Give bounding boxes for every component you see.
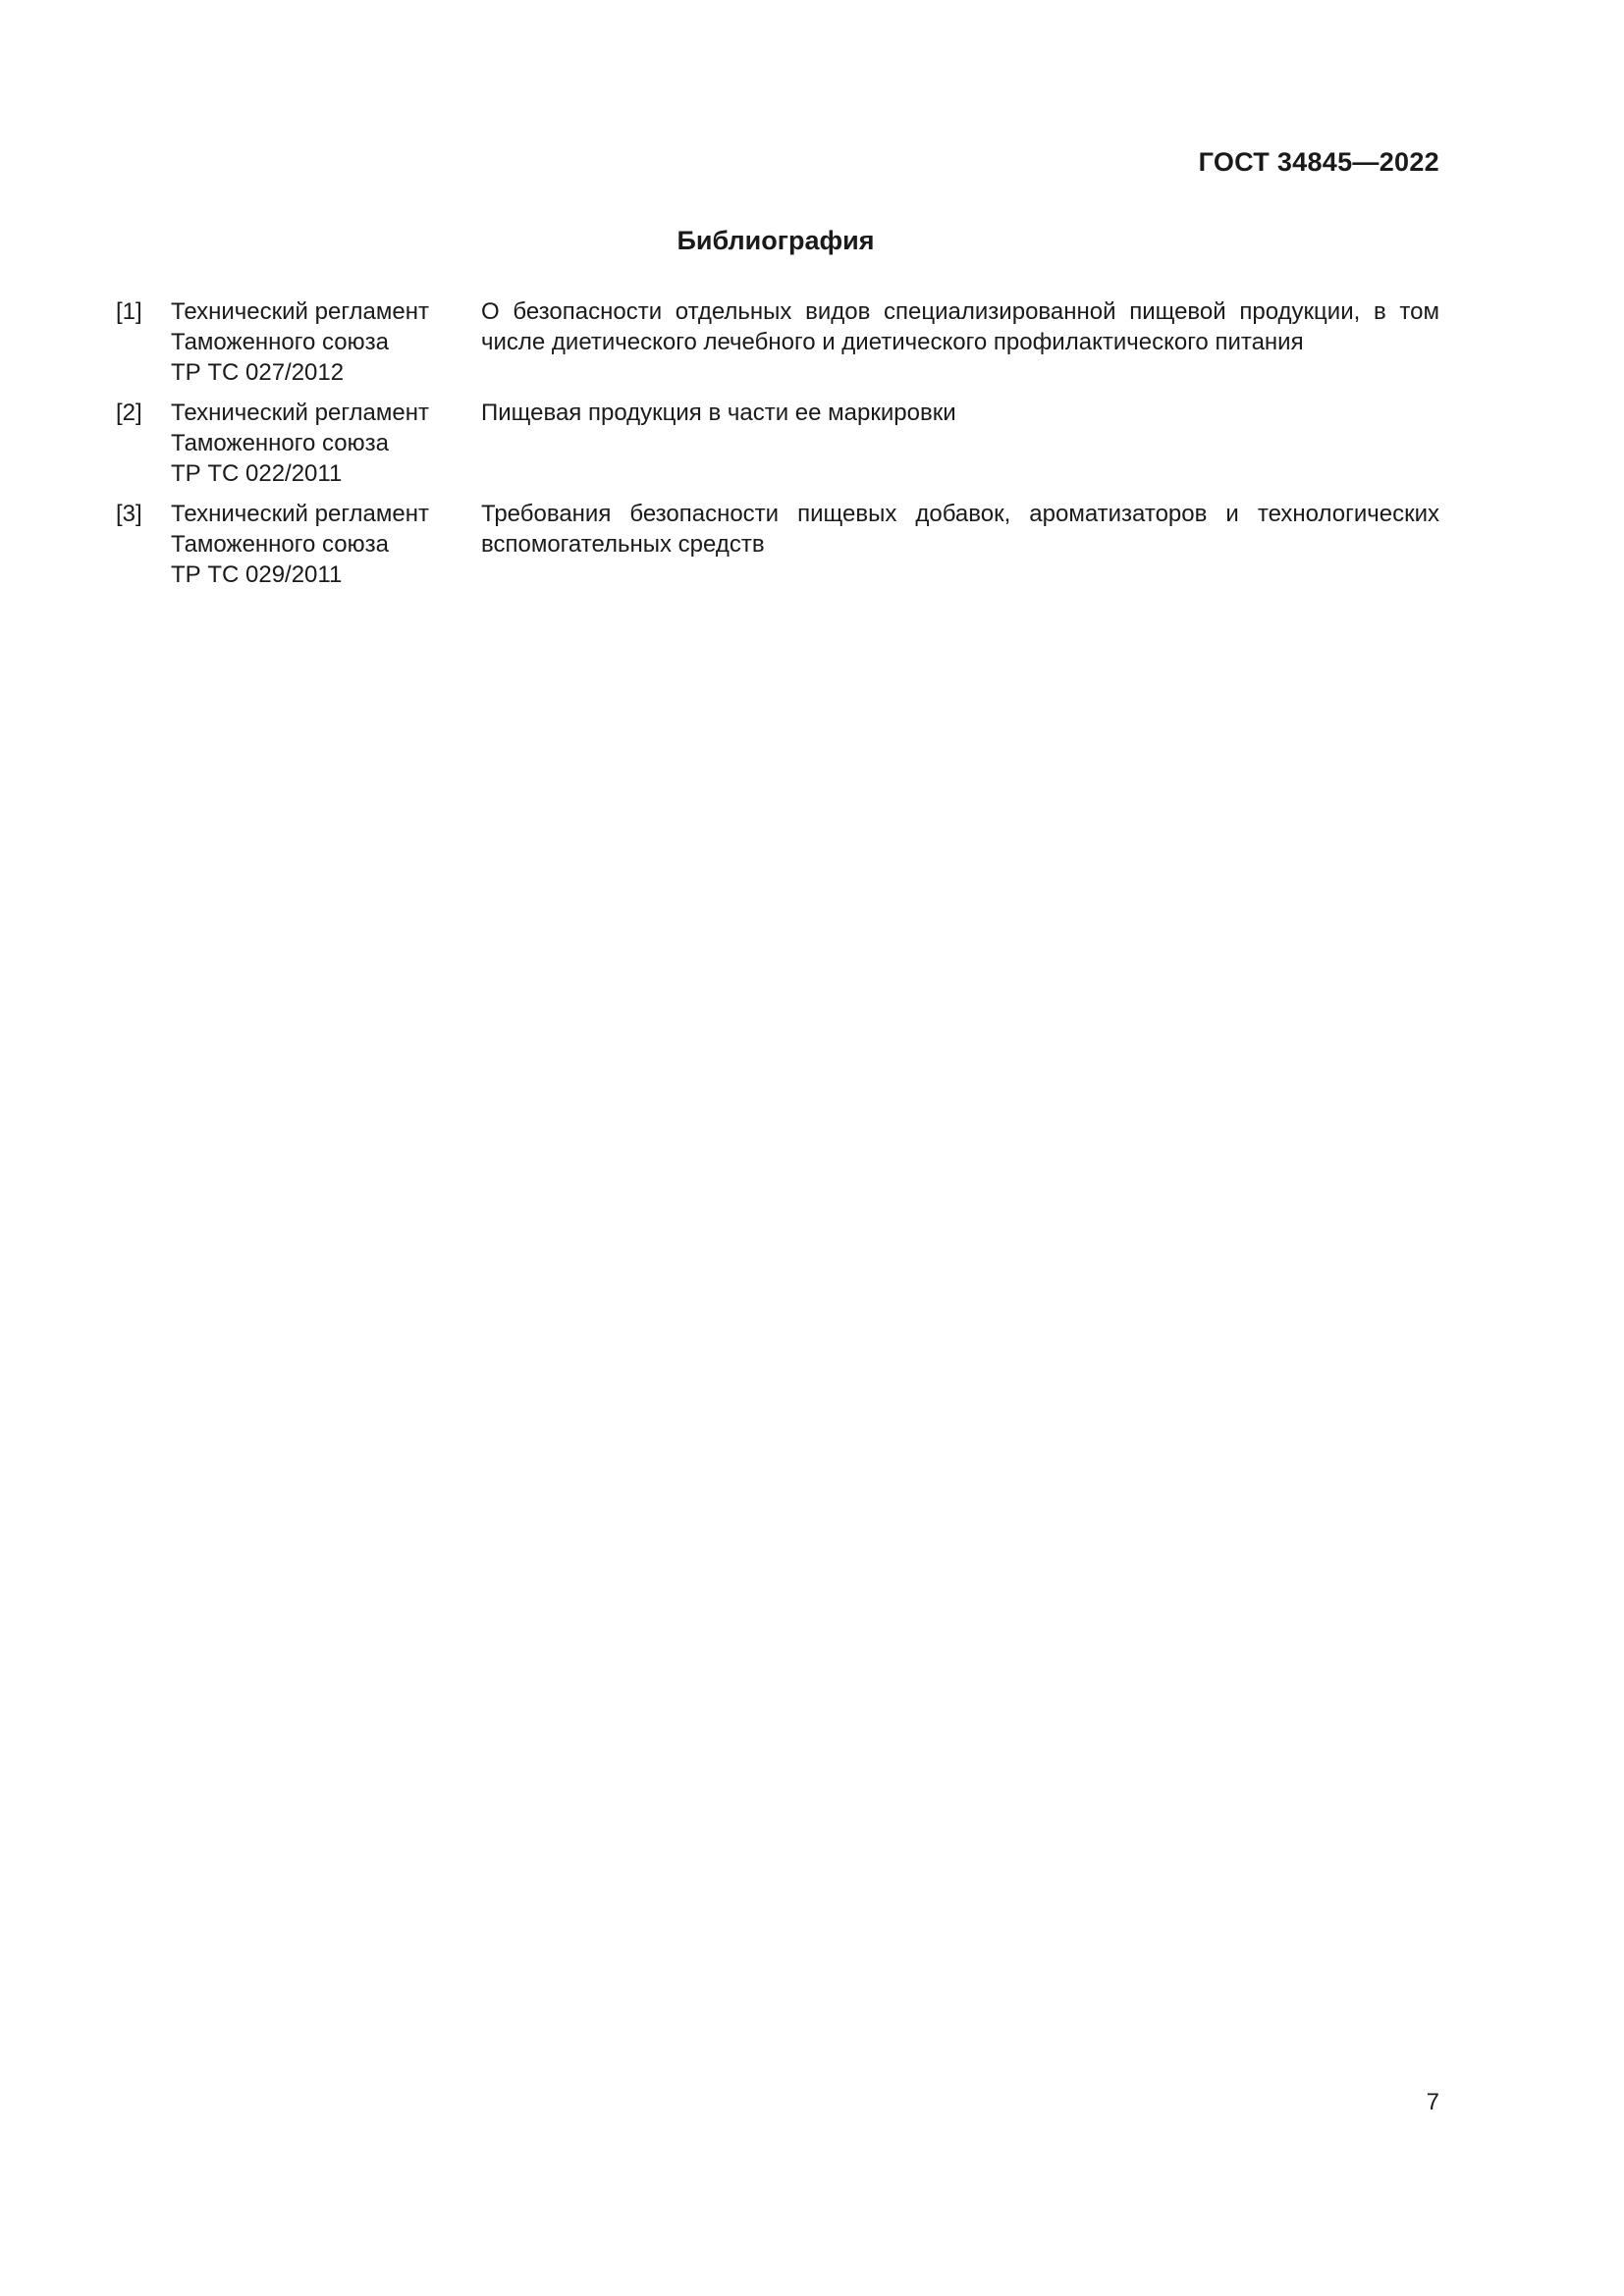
source-line: Таможенного союза	[171, 430, 389, 456]
source-line: Технический регламент	[171, 501, 429, 527]
source-line: Технический регламент	[171, 400, 429, 426]
bibliography-entry-number: [3]	[116, 501, 142, 527]
section-title: Библиография	[677, 226, 875, 255]
bibliography-entry-source	[171, 398, 481, 489]
source-line: Таможенного союза	[171, 329, 389, 355]
bibliography-entry	[116, 499, 1439, 590]
bibliography-entry-title: О безопасности отдельных видов специализированной пищевой продукции, в том числе диетического лечебного и диетического профилактического питания	[481, 298, 1439, 355]
source-line: Технический регламент	[171, 298, 429, 325]
bibliography-entry	[116, 398, 1439, 489]
bibliography-list	[116, 296, 1439, 600]
source-line: Таможенного союза	[171, 531, 389, 558]
document-code-header: ГОСТ 34845—2022	[1198, 147, 1439, 177]
bibliography-entry-source	[171, 296, 481, 388]
source-line: ТР ТС 029/2011	[171, 561, 343, 588]
source-line: ТР ТС 022/2011	[171, 460, 343, 487]
page-number: 7	[1426, 2089, 1439, 2115]
bibliography-entry-number: [1]	[116, 298, 142, 325]
source-line: ТР ТС 027/2012	[171, 359, 345, 386]
bibliography-entry-number: [2]	[116, 400, 142, 426]
bibliography-entry-title: Пищевая продукция в части ее маркировки	[481, 400, 956, 426]
bibliography-entry-source	[171, 499, 481, 590]
bibliography-entry	[116, 296, 1439, 388]
bibliography-entry-title: Требования безопасности пищевых добавок, ароматизаторов и технологических вспомогательных средств	[481, 501, 1439, 558]
